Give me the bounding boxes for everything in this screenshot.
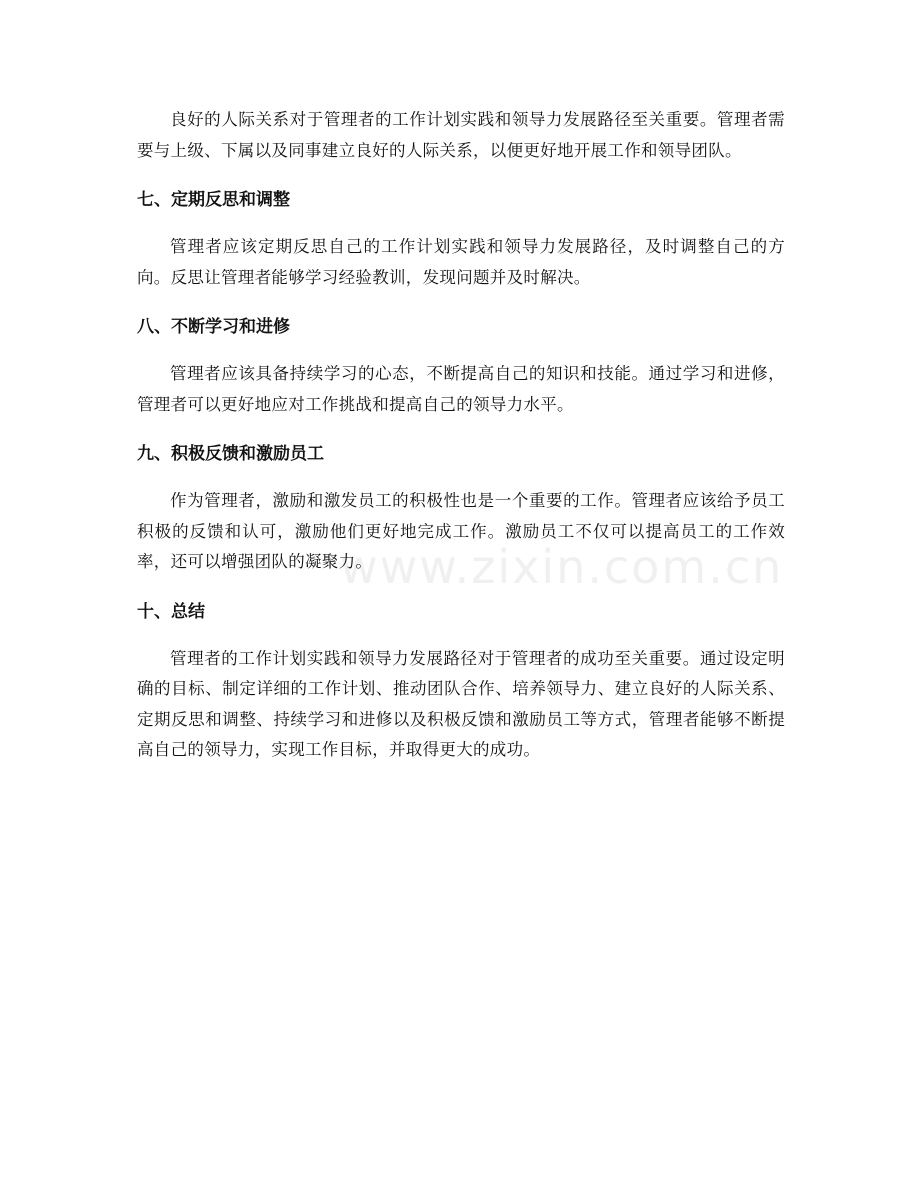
watermark: www.zixin.com.cn [340, 540, 784, 594]
heading-section-7: 七、定期反思和调整 [137, 190, 290, 210]
paragraph-interpersonal-relations: 良好的人际关系对于管理者的工作计划实践和领导力发展路径至关重要。管理者需要与上级、下属以及同事建立良好的人际关系，以便更好地开展工作和领导团队。 [137, 110, 785, 160]
paragraph-section-7: 管理者应该定期反思自己的工作计划实践和领导力发展路径，及时调整自己的方向。反思让管理者能够学习经验教训，发现问题并及时解决。 [137, 237, 785, 287]
heading-section-10: 十、总结 [137, 601, 205, 622]
heading-section-8: 八、不断学习和进修 [137, 317, 290, 337]
document-body [137, 105, 785, 766]
heading-section-9: 九、积极反馈和激励员工 [137, 444, 324, 464]
paragraph-section-8: 管理者应该具备持续学习的心态，不断提高自己的知识和技能。通过学习和进修，管理者可以更好地应对工作挑战和提高自己的领导力水平。 [137, 364, 785, 414]
paragraph-section-9: 作为管理者，激励和激发员工的积极性也是一个重要的工作。管理者应该给予员工积极的反馈和认可，激励他们更好地完成工作。激励员工不仅可以提高员工的工作效率，还可以增强团队的凝聚力。 [137, 491, 785, 571]
paragraph-section-10: 管理者的工作计划实践和领导力发展路径对于管理者的成功至关重要。通过设定明确的目标、制定详细的工作计划、推动团队合作、培养领导力、建立良好的人际关系、定期反思和调整、持续学习和进修以及积极反馈和激励员工等方式，管理者能够不断提高自己的领导力，实现工作目标，并取得更大的成功。 [137, 648, 785, 759]
